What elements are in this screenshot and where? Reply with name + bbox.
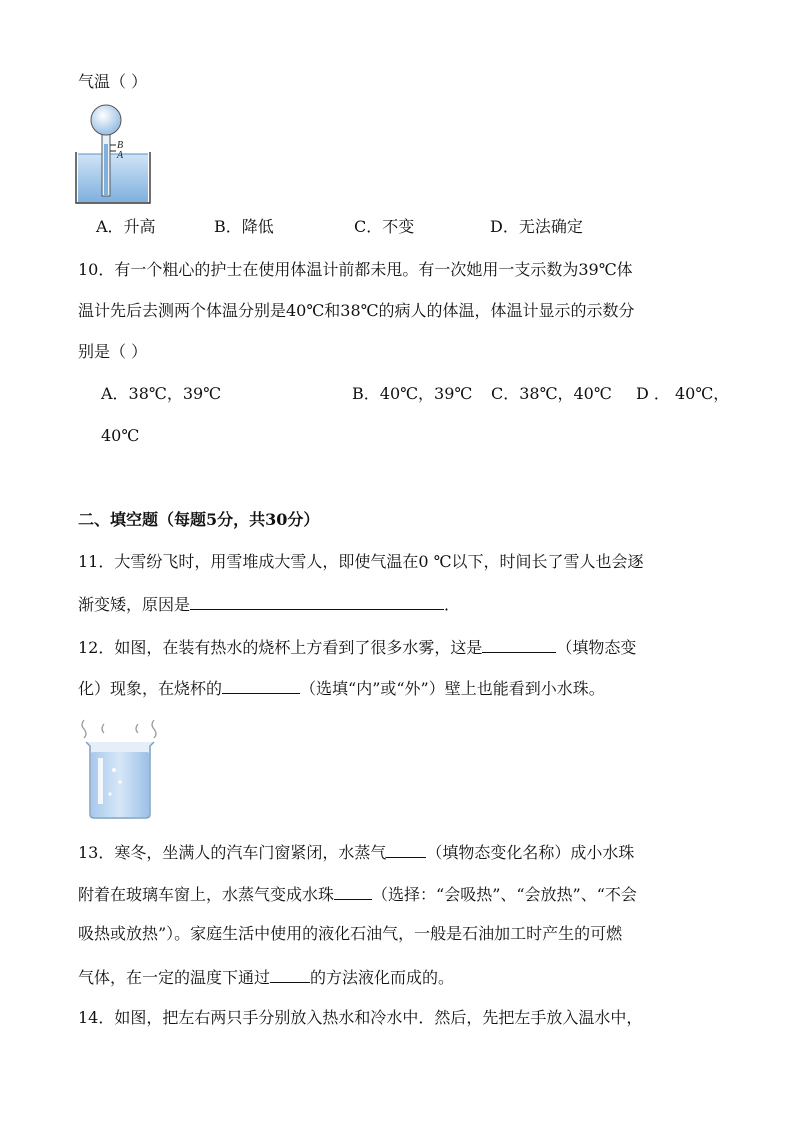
q12-line-2 — [78, 677, 605, 699]
q9-option-a[interactable]: A．升高 — [96, 217, 156, 236]
q10-option-d-wrap: 40℃ — [101, 426, 140, 445]
q11-answer-blank[interactable] — [190, 593, 444, 610]
q10-line-2: 温计先后去测两个体温分别是40℃和38℃的病人的体温，体温计显示的示数分 — [78, 301, 635, 320]
q13-line-1-post: （填物态变化名称）成小水珠 — [426, 843, 635, 862]
q13-line-1-pre: 13．寒冬，坐满人的汽车门窗紧闭，水蒸气 — [78, 843, 387, 862]
q9-option-b[interactable]: B．降低 — [214, 217, 274, 236]
label-b: B — [117, 140, 124, 151]
q12-beaker-figure — [74, 712, 170, 822]
q11-line-1: 11．大雪纷飞时，用雪堆成大雪人，即使气温在0 ℃以下，时间长了雪人也会逐 — [78, 552, 644, 571]
q10-line-1: 10．有一个粗心的护士在使用体温计前都未甩。有一次她用一支示数为39℃体 — [78, 260, 633, 279]
q12-line-2-pre: 化）现象，在烧杯的 — [78, 679, 223, 698]
q13-answer-blank-1[interactable] — [386, 841, 426, 858]
q13-line-4-pre: 气体，在一定的温度下通过 — [78, 968, 271, 987]
label-a: A — [117, 150, 124, 161]
q11-line-2-pre: 渐变矮，原因是 — [78, 595, 191, 614]
q12-line-1-pre: 12．如图，在装有热水的烧杯上方看到了很多水雾，这是 — [78, 638, 483, 657]
q13-line-2-post: （选择：“会吸热”、“会放热”、“不会 — [372, 885, 637, 904]
q12-line-1-post: （填物态变 — [556, 638, 637, 657]
q9-text: 气温（ ） — [78, 72, 148, 91]
q13-line-4-post: 的方法液化而成的。 — [310, 968, 455, 987]
q12-line-1 — [78, 636, 636, 658]
q13-line-3: 吸热或放热”）。家庭生活中使用的液化石油气，一般是石油加工时产生的可燃 — [78, 924, 623, 943]
q10-line-3: 别是（ ） — [78, 342, 148, 361]
q10-option-c[interactable]: C．38℃，40℃ — [491, 384, 612, 403]
q11-line-2-post: ． — [444, 595, 461, 614]
q12-answer-blank-1[interactable] — [482, 636, 556, 653]
q9-option-c[interactable]: C．不变 — [354, 217, 415, 236]
q12-answer-blank-2[interactable] — [222, 677, 300, 694]
q10-option-d[interactable]: D ． 40℃， — [636, 384, 730, 403]
q13-line-2-pre: 附着在玻璃车窗上，水蒸气变成水珠 — [78, 885, 335, 904]
q13-line-1 — [78, 841, 634, 863]
q13-answer-blank-3[interactable] — [270, 966, 310, 983]
q13-line-2 — [78, 883, 637, 905]
q11-line-2 — [78, 593, 460, 615]
q13-line-4 — [78, 966, 454, 988]
q9-option-d[interactable]: D．无法确定 — [490, 217, 583, 236]
q12-line-2-post: （选填“内”或“外”）壁上也能看到小水珠。 — [300, 679, 605, 698]
section-heading: 二、填空题（每题5分，共30分） — [78, 510, 320, 529]
q13-answer-blank-2[interactable] — [334, 883, 372, 900]
q14-line-1: 14．如图，把左右两只手分别放入热水和冷水中．然后，先把左手放入温水中， — [78, 1008, 643, 1027]
q9-thermoscope-figure — [74, 100, 154, 204]
q10-option-a[interactable]: A．38℃，39℃ — [101, 384, 222, 403]
q10-option-b[interactable]: B．40℃，39℃ — [352, 384, 473, 403]
